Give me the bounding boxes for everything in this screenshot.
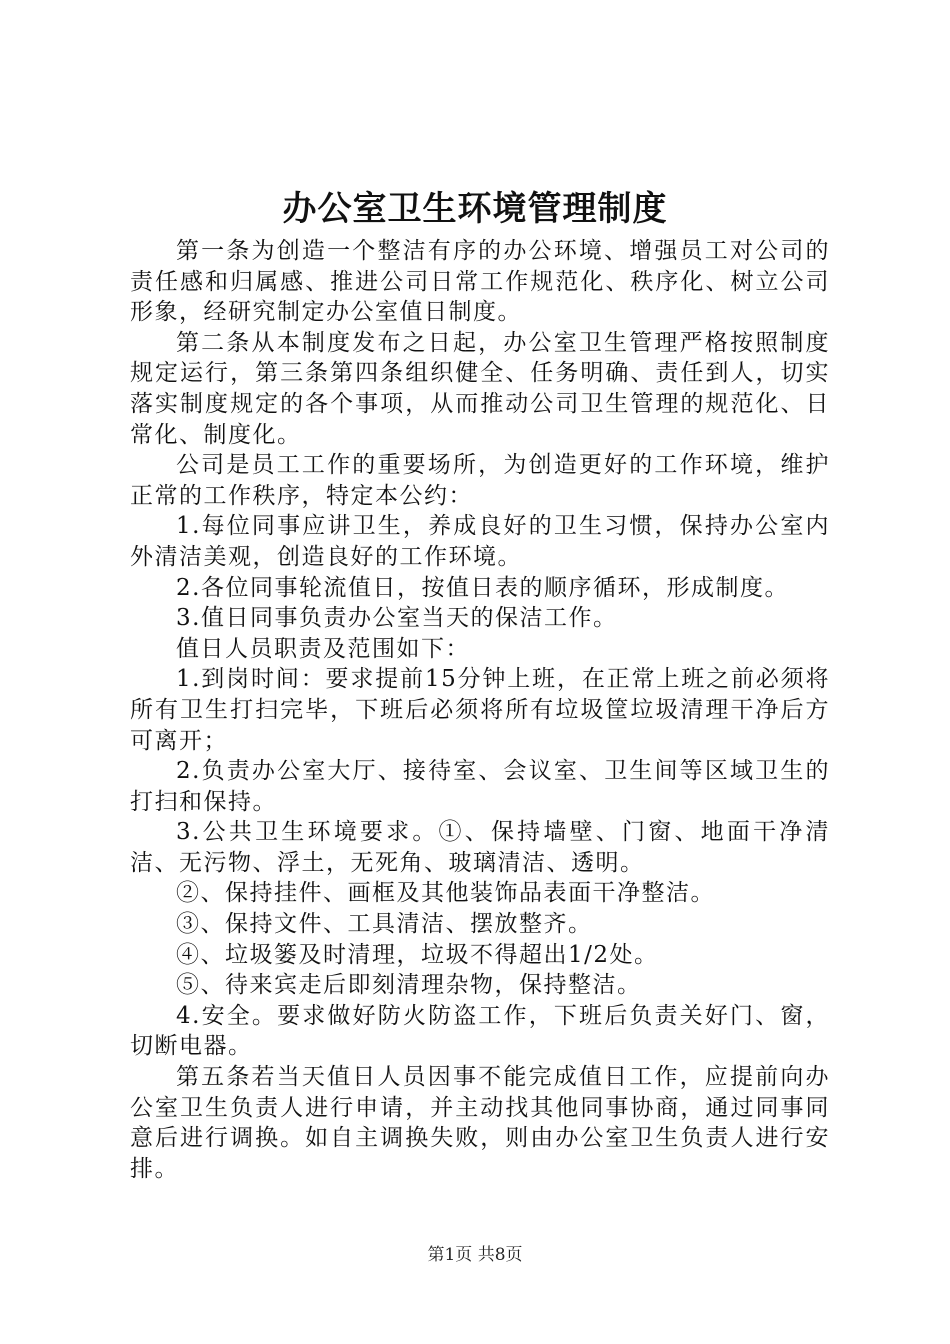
paragraph-duty-heading: 值日人员职责及范围如下： bbox=[176, 635, 470, 662]
paragraph-rule-3: 3.值日同事负责办公室当天的保洁工作。 bbox=[176, 605, 618, 632]
paragraph-article-5: 第五条若当天值日人员因事不能完成值日工作，应提前向办公室卫生负责人进行申请，并主动找其他同事协商，通过同事同意后进行调换。如自主调换失败，则由办公室卫生负责人进行安排。 bbox=[130, 1064, 830, 1182]
paragraph-article-2: 第二条从本制度发布之日起，办公室卫生管理严格按照制度规定运行，第三条第四条组织健全、任务明确、责任到人，切实落实制度规定的各个事项，从而推动公司卫生管理的规范化、日常化、制度化。 bbox=[130, 329, 830, 448]
paragraph-duty-3-item-2: ②、保持挂件、画框及其他装饰品表面干净整洁。 bbox=[176, 880, 715, 907]
page-number-footer: 第1页 共8页 bbox=[427, 1245, 523, 1265]
paragraph-duty-3-item-4: ④、垃圾篓及时清理，垃圾不得超出1/2处。 bbox=[176, 941, 659, 968]
paragraph-rule-2: 2.各位同事轮流值日，按值日表的顺序循环，形成制度。 bbox=[176, 574, 789, 601]
paragraph-convention-intro: 公司是员工工作的重要场所，为创造更好的工作环境，维护正常的工作秩序，特定本公约： bbox=[130, 452, 830, 509]
paragraph-duty-3: 3.公共卫生环境要求。①、保持墙壁、门窗、地面干净清洁、无污物、浮土，无死角、玻璃清洁、透明。 bbox=[130, 819, 830, 876]
paragraph-duty-2: 2.负责办公室大厅、接待室、会议室、卫生间等区域卫生的打扫和保持。 bbox=[130, 758, 830, 815]
paragraph-rule-1: 1.每位同事应讲卫生，养成良好的卫生习惯，保持办公室内外清洁美观，创造良好的工作环境。 bbox=[130, 513, 830, 570]
paragraph-duty-3-item-3: ③、保持文件、工具清洁、摆放整齐。 bbox=[176, 911, 593, 938]
paragraph-duty-3-item-5: ⑤、待来宾走后即刻清理杂物，保持整洁。 bbox=[176, 972, 642, 999]
document-body bbox=[130, 236, 830, 1184]
paragraph-duty-1: 1.到岗时间：要求提前15分钟上班，在正常上班之前必须将所有卫生打扫完毕，下班后必须将所有垃圾筐垃圾清理干净后方可离开； bbox=[130, 666, 830, 754]
paragraph-article-1: 第一条为创造一个整洁有序的办公环境、增强员工对公司的责任感和归属感、推进公司日常工作规范化、秩序化、树立公司形象，经研究制定办公室值日制度。 bbox=[130, 238, 830, 326]
document-title: 办公室卫生环境管理制度 bbox=[282, 189, 668, 229]
paragraph-duty-4: 4.安全。要求做好防火防盗工作，下班后负责关好门、窗，切断电器。 bbox=[130, 1002, 830, 1060]
